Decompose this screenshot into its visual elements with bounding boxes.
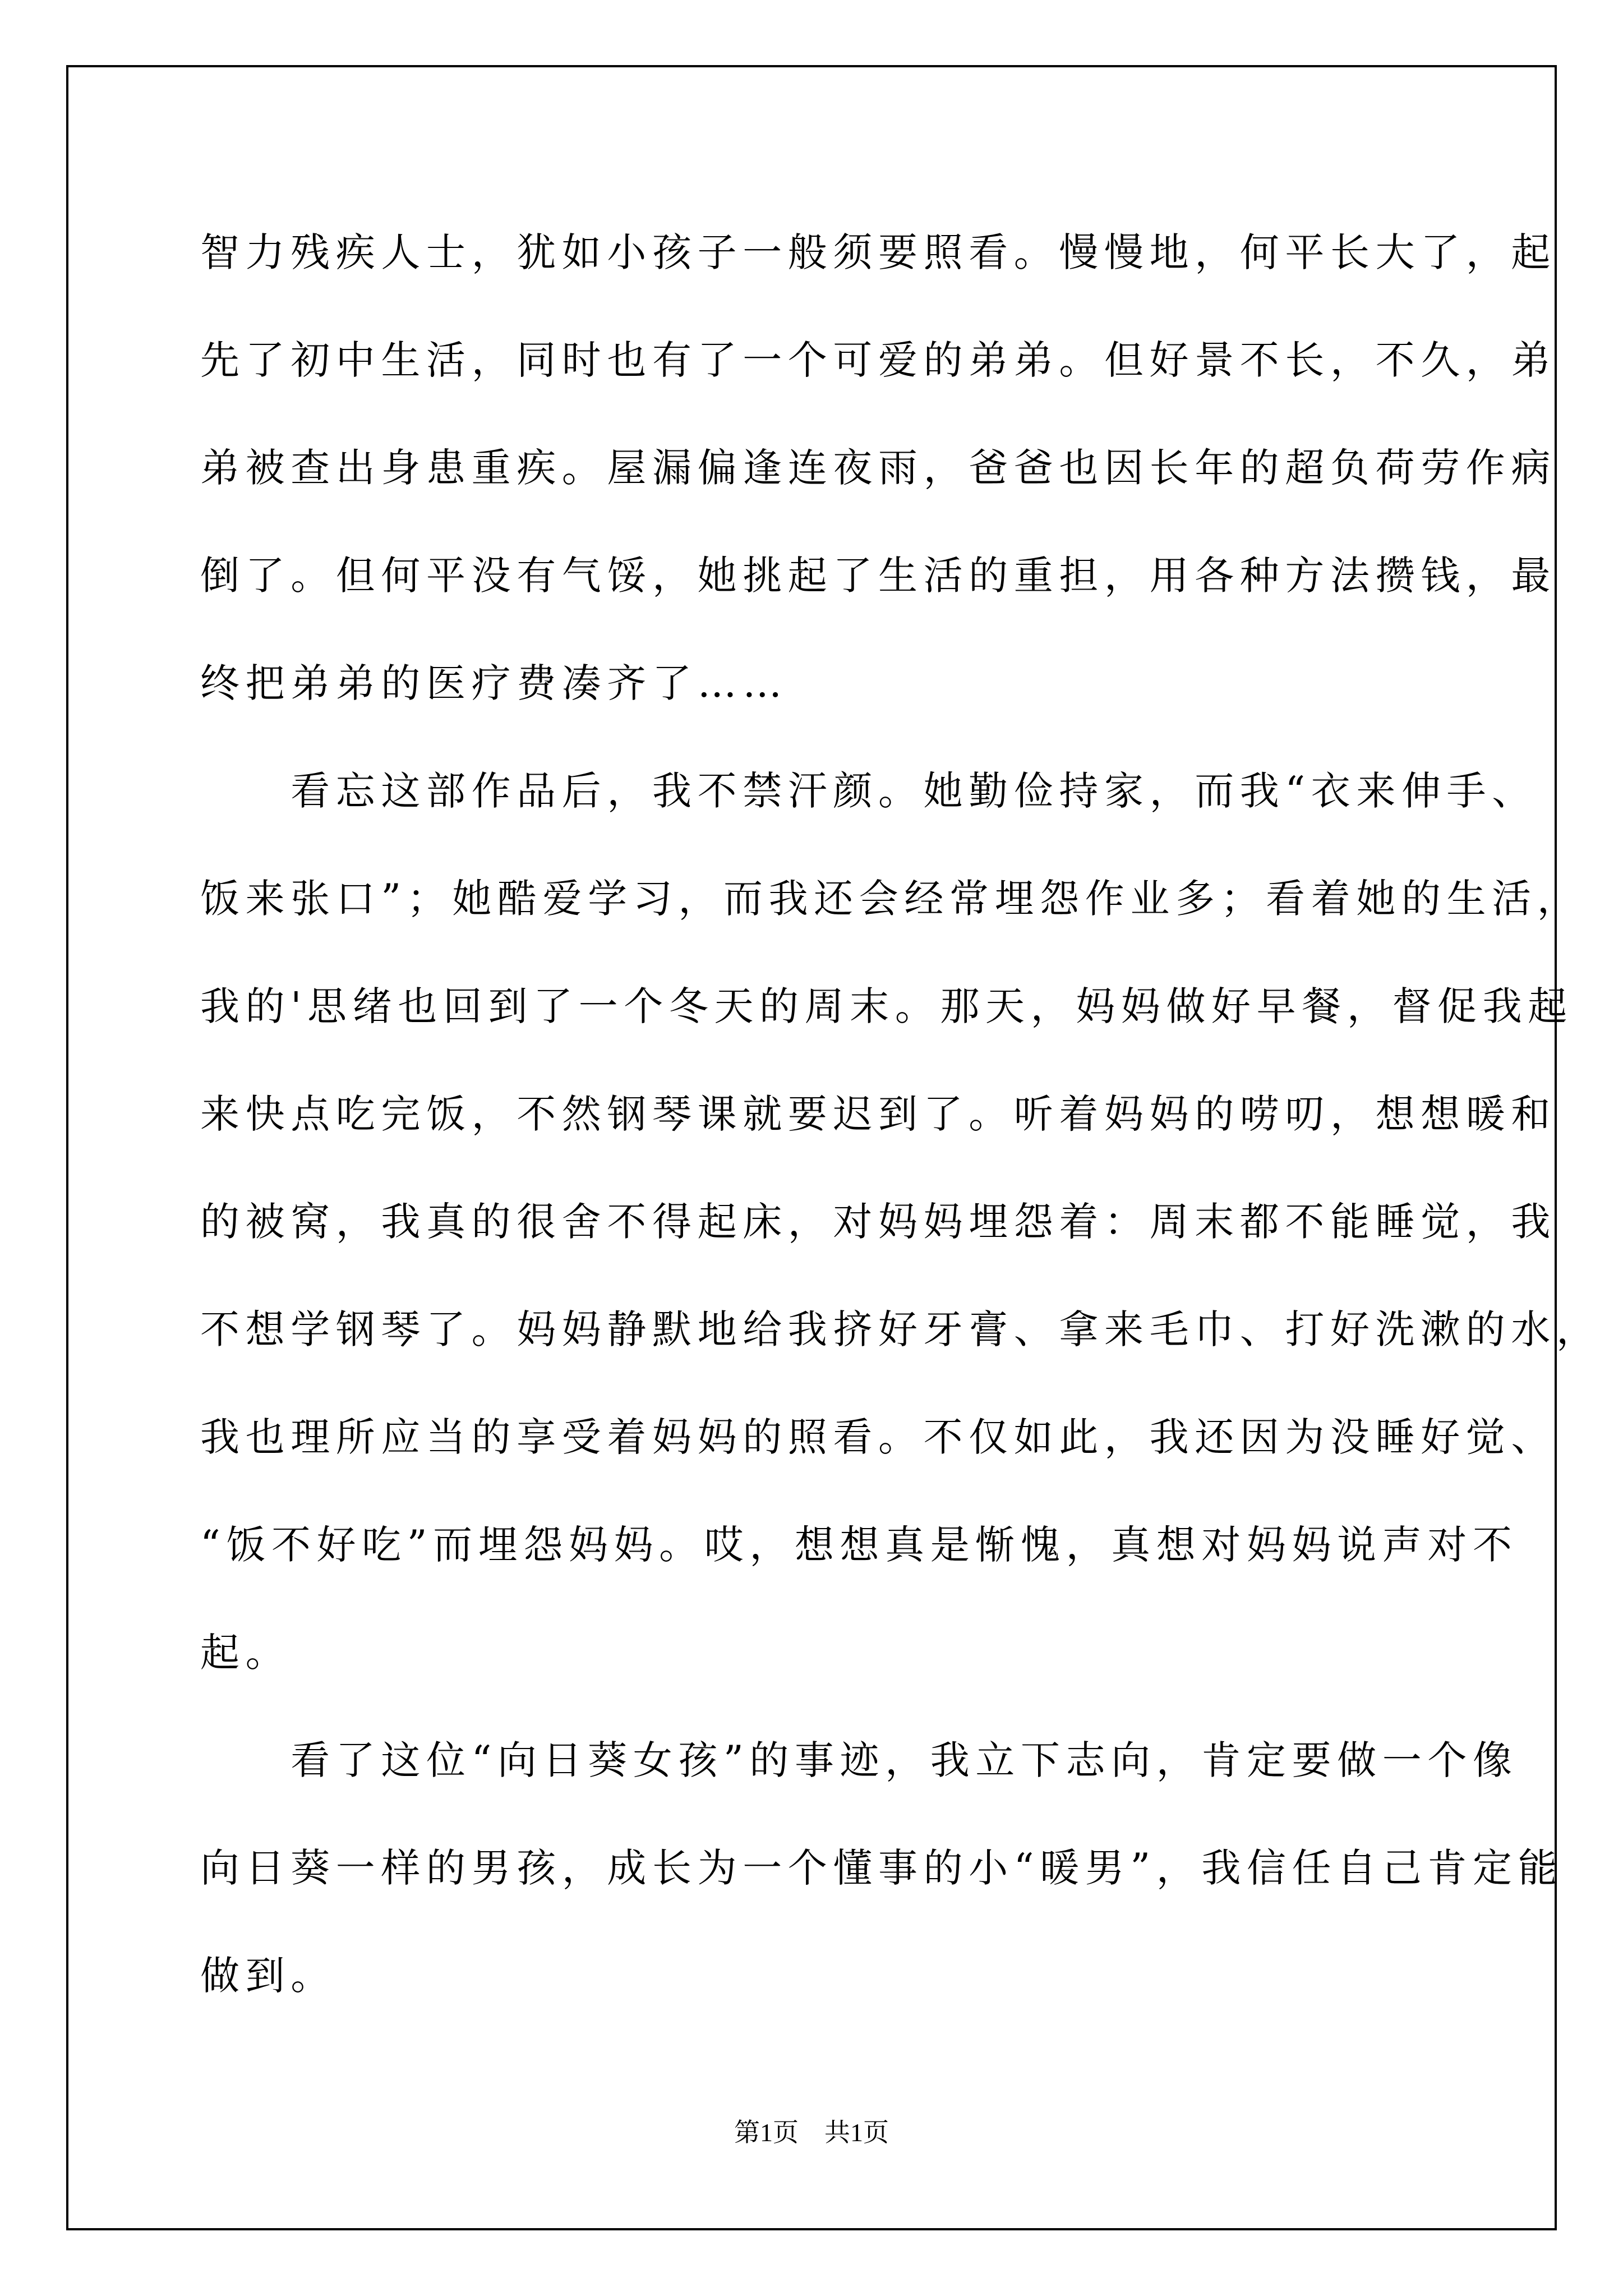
text-line: 不想学钢琴了。妈妈静默地给我挤好牙膏、拿来毛巾、打好洗漱的水，	[200, 1306, 1602, 1352]
text-line: 倒了。但何平没有气馁，她挑起了生活的重担，用各种方法攒钱，最	[200, 553, 1556, 599]
text-line: 饭来张口”；她酷爱学习，而我还会经常埋怨作业多；看着她的生活，	[200, 876, 1583, 922]
text-line: 看了这位“向日葵女孩”的事迹，我立下志向，肯定要做一个像	[200, 1737, 1518, 1783]
text-line: 终把弟弟的医疗费凑齐了……	[200, 660, 788, 706]
text-line: 起。	[200, 1630, 291, 1676]
page-footer: 第1页 共1页	[734, 2118, 889, 2147]
text-line: 智力残疾人士，犹如小孩子一般须要照看。慢慢地，何平长大了，起	[200, 229, 1556, 275]
text-line: 弟被查出身患重疾。屋漏偏逢连夜雨，爸爸也因长年的超负荷劳作病	[200, 445, 1556, 491]
text-line: 做到。	[200, 1953, 336, 1999]
text-line: 我的'思绪也回到了一个冬天的周末。那天，妈妈做好早餐，督促我起	[200, 983, 1573, 1029]
text-line: 来快点吃完饭，不然钢琴课就要迟到了。听着妈妈的唠叨，想想暖和	[200, 1091, 1556, 1137]
text-line: 看忘这部作品后，我不禁汗颜。她勤俭持家，而我“衣来伸手、	[200, 768, 1537, 814]
text-line: 向日葵一样的男孩，成长为一个懂事的小“暖男”，我信任自己肯定能	[200, 1845, 1564, 1891]
text-line: 的被窝，我真的很舍不得起床，对妈妈埋怨着：周末都不能睡觉，我	[200, 1199, 1556, 1245]
text-line: “饭不好吃”而埋怨妈妈。哎，想想真是惭愧，真想对妈妈说声对不	[200, 1522, 1518, 1568]
text-line: 我也理所应当的享受着妈妈的照看。不仅如此，我还因为没睡好觉、	[200, 1414, 1556, 1460]
text-line: 先了初中生活，同时也有了一个可爱的弟弟。但好景不长，不久，弟	[200, 337, 1556, 383]
